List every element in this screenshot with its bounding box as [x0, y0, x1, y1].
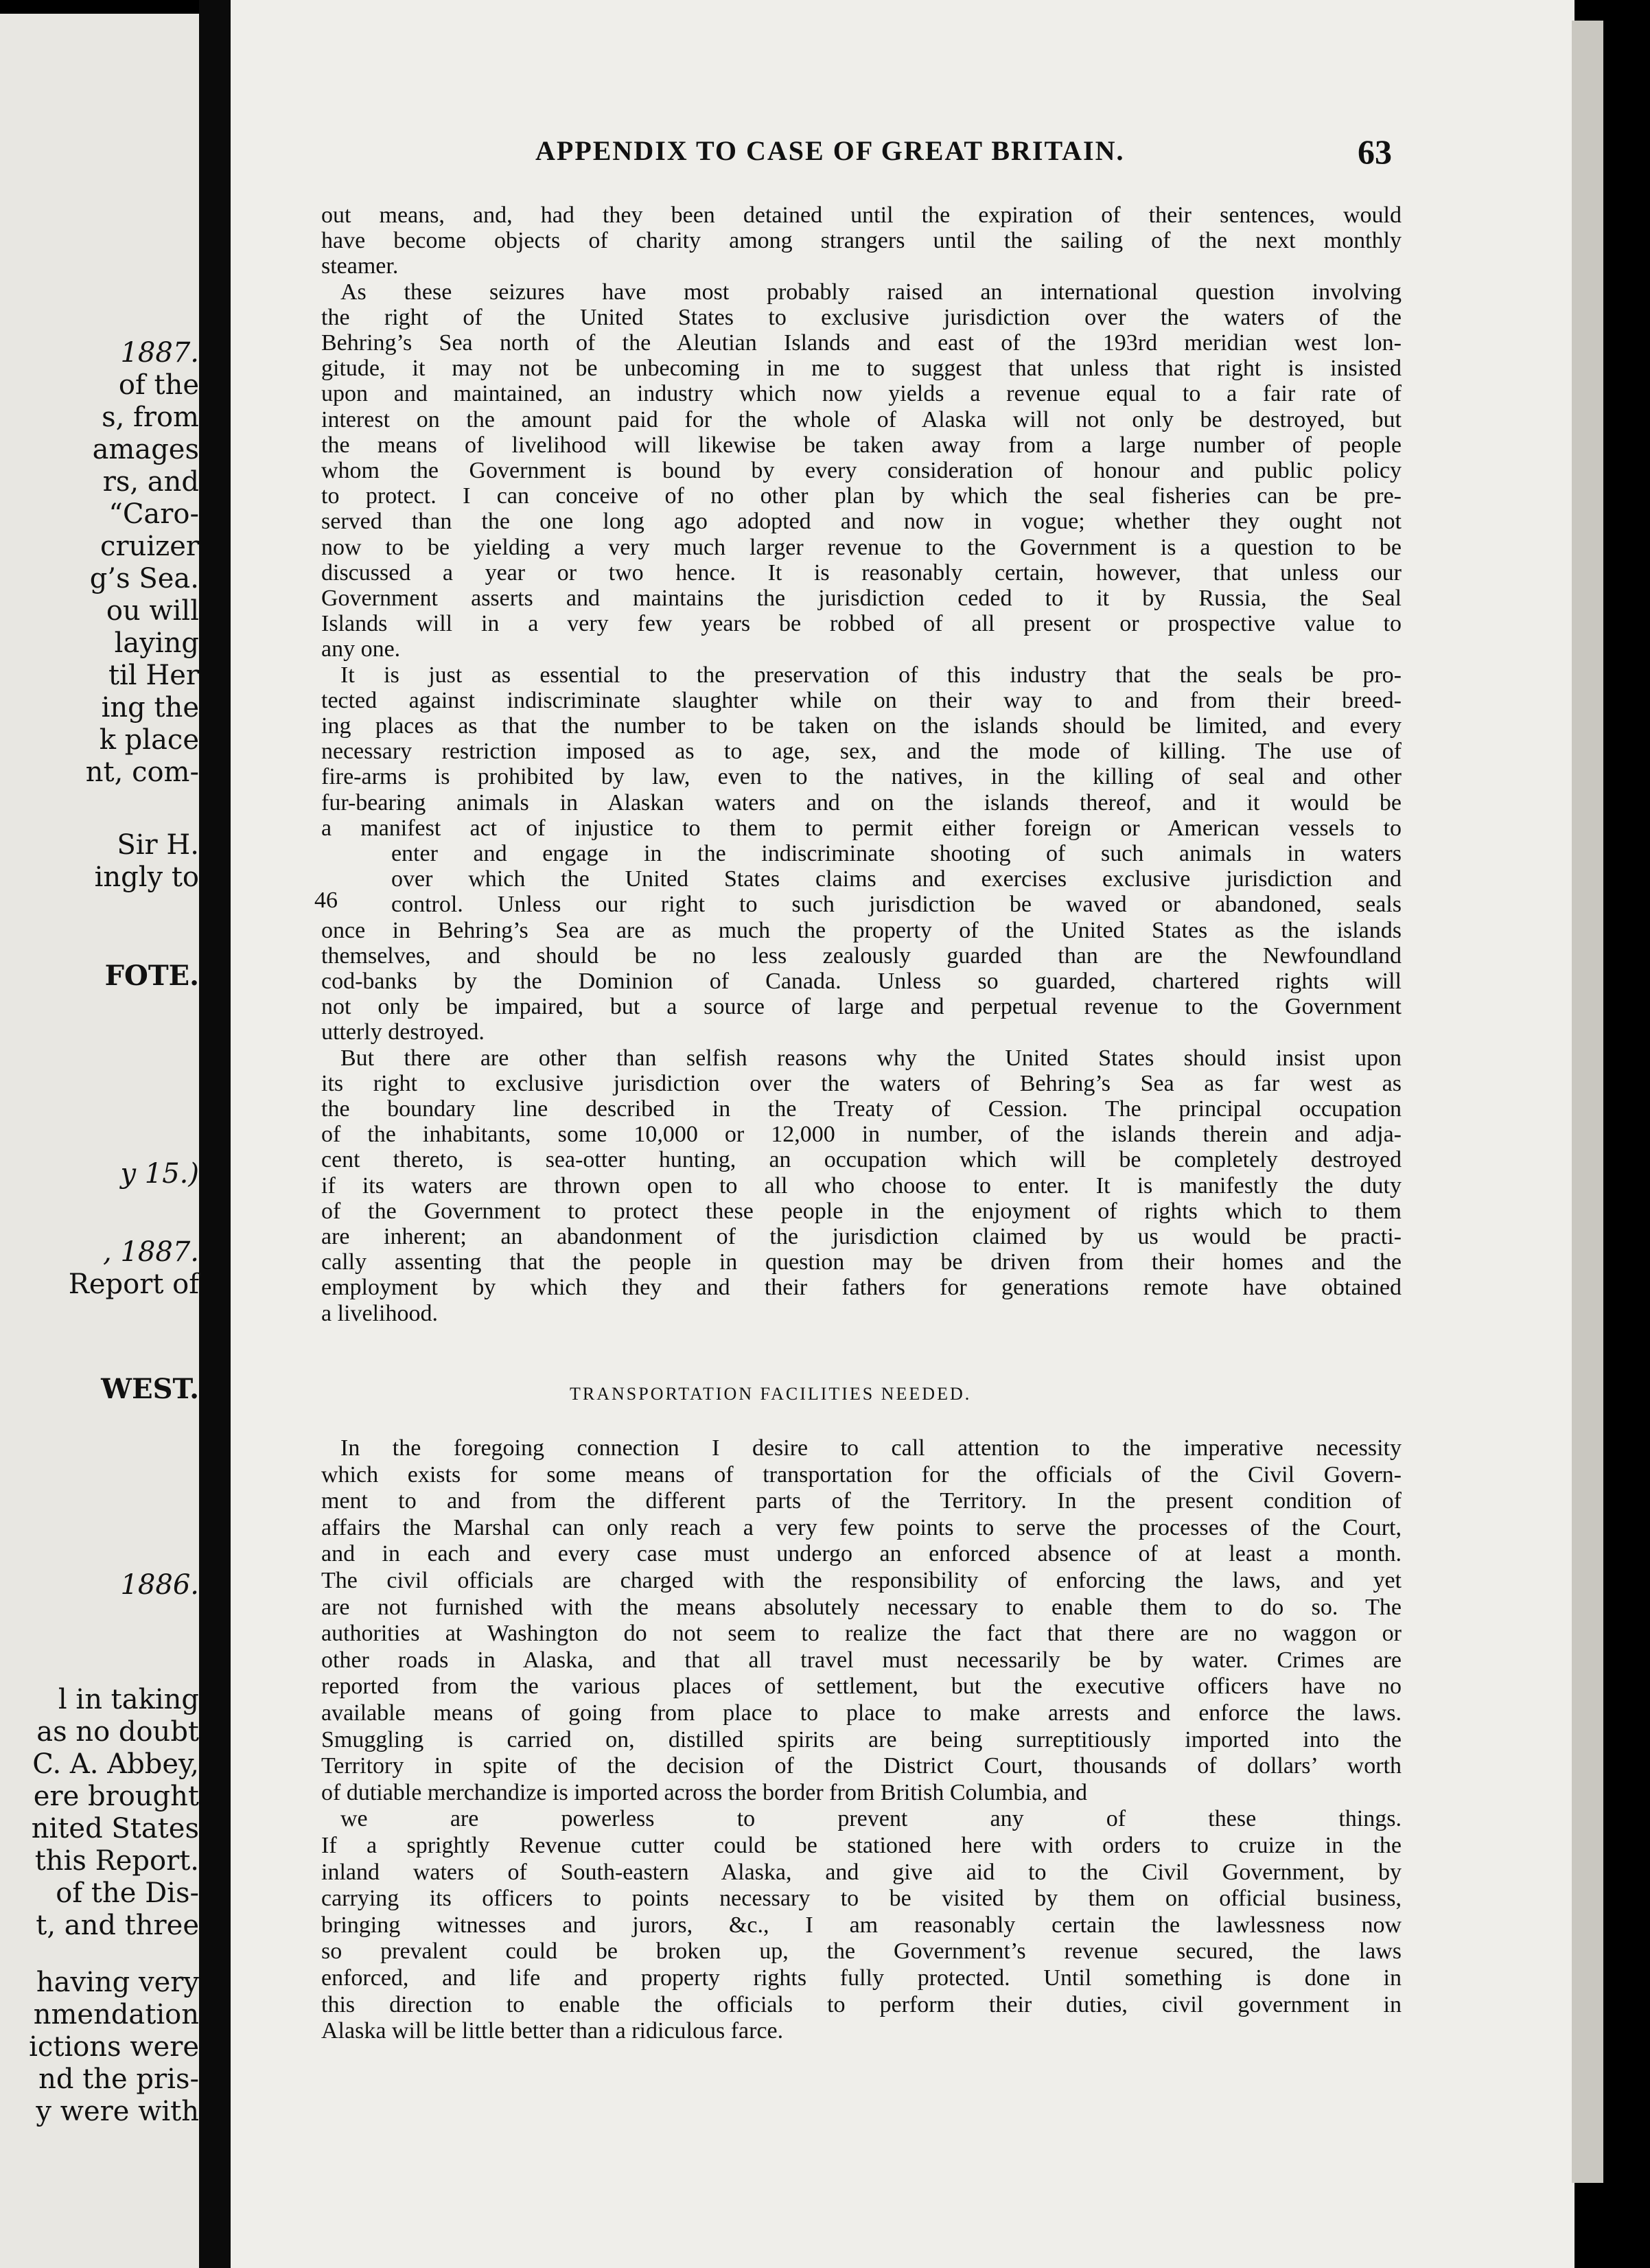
text-line: over which the United States claims and exercises exclusive jurisdiction and: [391, 867, 1402, 892]
text-line: employment by which they and their fathers for generations remote have obtained: [321, 1275, 1402, 1301]
text-line: cent thereto, is sea-otter hunting, an occupation which will be completely destroyed: [321, 1148, 1402, 1173]
text-line: Islands will in a very few years be robbed of all present or prospective value to: [321, 612, 1402, 637]
text-line: so prevalent could be broken up, the Government’s revenue secured, the laws: [321, 1939, 1402, 1965]
left-page-fragment: of the Dis-: [56, 1877, 199, 1909]
left-page-fragment: nmendation: [33, 1999, 199, 2030]
text-line: available means of going from place to place to make arrests and enforce the laws.: [321, 1701, 1402, 1726]
left-page-fragment: nd the pris-: [38, 2063, 199, 2095]
text-line: In the foregoing connection I desire to call attention to the imperative necessity: [340, 1436, 1402, 1461]
left-page-fragment: this Report.: [34, 1845, 199, 1877]
text-line: ing places as that the number to be taken on the islands should be limited, and every: [321, 714, 1402, 739]
left-page-fragment: rs, and: [102, 466, 199, 498]
page-number: 63: [1358, 132, 1392, 171]
text-line: cod-banks by the Dominion of Canada. Unless so guarded, chartered rights will: [321, 969, 1402, 994]
left-page-fragment: y 15.): [120, 1158, 199, 1190]
text-line: the boundary line described in the Treaty of Cession. The principal occupation: [321, 1097, 1402, 1122]
text-line: utterly destroyed.: [321, 1020, 485, 1045]
left-page-fragment: C. A. Abbey,: [32, 1748, 199, 1780]
text-line: if its waters are thrown open to all who choose to enter. It is manifestly the duty: [321, 1173, 1402, 1199]
text-line: discussed a year or two hence. It is reasonably certain, however, that unless our: [321, 560, 1402, 586]
left-page-fragment: y were with: [36, 2096, 199, 2127]
text-line: upon and maintained, an industry which now yields a revenue equal to a fair rate of: [321, 382, 1402, 407]
text-line: any one.: [321, 637, 401, 662]
text-line: interest on the amount paid for the whole of Alaska will not only be destroyed, but: [321, 407, 1402, 432]
text-line: are not furnished with the means absolutely necessary to enable them to do so. The: [321, 1595, 1402, 1620]
left-page-fragment: til Her: [108, 660, 199, 691]
text-line: enter and engage in the indiscriminate shooting of such animals in waters: [391, 842, 1402, 866]
text-line: Smuggling is carried on, distilled spirits are being surreptitiously imported into the: [321, 1727, 1402, 1752]
text-line: inland waters of South-eastern Alaska, and give aid to the Civil Government, by: [321, 1860, 1402, 1885]
text-line: served than the one long ago adopted and now in vogue; whether they ought not: [321, 509, 1402, 535]
left-page-fragment: ingly to: [94, 861, 199, 893]
text-line: As these seizures have most probably raised an international question involving: [340, 279, 1402, 305]
text-line: bringing witnesses and jurors, &c., I am reasonably certain the lawlessness now: [321, 1912, 1402, 1938]
text-line: are inherent; an abandonment of the jurisdiction claimed by us would be practi-: [321, 1225, 1402, 1249]
text-line: whom the Government is bound by every consideration of honour and public policy: [321, 459, 1402, 483]
text-line: its right to exclusive jurisdiction over the waters of Behring’s Sea as far west as: [321, 1071, 1402, 1096]
left-page-fragment: g’s Sea.: [89, 563, 199, 594]
left-page-fragment: s, from: [102, 402, 199, 433]
text-line: other roads in Alaska, and that all travel must necessarily be by water. Crimes are: [321, 1647, 1402, 1673]
text-line: It is just as essential to the preservation of this industry that the seals be pro-: [340, 662, 1402, 688]
left-page-fragment: ing the: [101, 692, 199, 724]
text-line: of dutiable merchandize is imported across the border from British Columbia, and: [321, 1780, 1088, 1805]
left-page-fragment: nited States: [31, 1813, 199, 1844]
text-line: control. Unless our right to such jurisdiction be waved or abandoned, seals: [391, 892, 1402, 918]
text-line: reported from the various places of settlement, but the executive officers have no: [321, 1674, 1402, 1700]
left-page-fragment: k place: [99, 724, 199, 756]
text-line: tected against indiscriminate slaughter while on their way to and from their breed-: [321, 688, 1402, 713]
left-page-fragment: l in taking: [58, 1684, 199, 1715]
section-heading: TRANSPORTATION FACILITIES NEEDED.: [570, 1384, 972, 1404]
text-line: affairs the Marshal can only reach a very few points to serve the processes of the Court,: [321, 1515, 1402, 1540]
text-line: we are powerless to prevent any of these things.: [340, 1807, 1402, 1832]
left-page-fragment: nt, com-: [85, 756, 199, 788]
running-title: APPENDIX TO CASE OF GREAT BRITAIN.: [535, 135, 1125, 166]
left-page-fragment: ere brought: [33, 1781, 199, 1812]
left-page-fragment: ou will: [106, 595, 199, 627]
text-line: themselves, and should be no less zealously guarded than are the Newfoundland: [321, 943, 1402, 969]
left-page-fragment: 1886.: [120, 1569, 199, 1601]
text-line: necessary restriction imposed as to age, sex, and the mode of killing. The use of: [321, 739, 1402, 765]
text-line: cally assenting that the people in question may be driven from their homes and the: [321, 1250, 1402, 1275]
text-line: a livelihood.: [321, 1301, 438, 1326]
text-line: If a sprightly Revenue cutter could be stationed here with orders to cruize in the: [321, 1833, 1402, 1858]
left-page-fragment: 1887.: [120, 337, 199, 369]
text-line: of the Government to protect these people in the enjoyment of rights which to them: [321, 1199, 1402, 1224]
text-line: and in each and every case must undergo an enforced absence of at least a month.: [321, 1542, 1402, 1567]
text-line: not only be impaired, but a source of large and perpetual revenue to the Government: [321, 995, 1402, 1020]
text-line: authorities at Washington do not seem to realize the fact that there are no waggon or: [321, 1621, 1402, 1647]
text-line: ment to and from the different parts of the Territory. In the present condition of: [321, 1489, 1402, 1514]
left-page-fragment: FOTE.: [104, 960, 199, 992]
text-line: have become objects of charity among strangers until the sailing of the next monthly: [321, 229, 1402, 254]
left-page-fragment: t, and three: [36, 1910, 199, 1941]
text-line: Territory in spite of the decision of the District Court, thousands of dollars’ worth: [321, 1754, 1402, 1779]
text-line: Government asserts and maintains the jurisdiction ceded to it by Russia, the Seal: [321, 586, 1402, 611]
left-page-fragment: Sir H.: [117, 829, 199, 861]
text-line: the right of the United States to exclusive jurisdiction over the waters of the: [321, 305, 1402, 330]
text-line: now to be yielding a very much larger revenue to the Government is a question to be: [321, 535, 1402, 560]
margin-number: 46: [314, 888, 338, 913]
text-line: fur-bearing animals in Alaskan waters and on the islands thereof, and it would be: [321, 790, 1402, 815]
gutter-shadow: [199, 0, 231, 2268]
text-line: of the inhabitants, some 10,000 or 12,000 in number, of the islands therein and adja-: [321, 1122, 1402, 1148]
text-line: enforced, and life and property rights fully protected. Until something is done in: [321, 1966, 1402, 1991]
page-edge: [1572, 21, 1603, 2183]
left-page-fragment: laying: [114, 627, 199, 659]
left-page-fragment: having very: [36, 1967, 199, 1998]
text-line: which exists for some means of transportation for the officials of the Civil Govern-: [321, 1462, 1402, 1488]
text-line: carrying its officers to points necessary to be visited by them on official business,: [321, 1886, 1402, 1912]
left-page-fragment: amages: [92, 434, 199, 465]
left-page-fragment: , 1887.: [103, 1236, 199, 1268]
text-line: Alaska will be little better than a ridiculous farce.: [321, 2019, 784, 2044]
left-page-fragment: Report of: [68, 1269, 199, 1300]
text-line: the means of livelihood will likewise be taken away from a large number of people: [321, 432, 1402, 458]
text-line: to protect. I can conceive of no other plan by which the seal fisheries can be pre-: [321, 484, 1402, 509]
text-line: gitude, it may not be unbecoming in me to suggest that unless that right is insisted: [321, 356, 1402, 382]
text-line: But there are other than selfish reasons why the United States should insist upon: [340, 1045, 1402, 1071]
text-line: a manifest act of injustice to them to permit either foreign or American vessels to: [321, 815, 1402, 841]
left-page-fragment: of the: [118, 369, 199, 401]
text-line: The civil officials are charged with the responsibility of enforcing the laws, and yet: [321, 1569, 1402, 1593]
text-line: steamer.: [321, 254, 399, 279]
text-line: once in Behring’s Sea are as much the property of the United States as the islands: [321, 918, 1402, 943]
text-line: out means, and, had they been detained until the expiration of their sentences, would: [321, 203, 1402, 228]
text-line: Behring’s Sea north of the Aleutian Islands and east of the 193rd meridian west lon-: [321, 331, 1402, 356]
text-line: fire-arms is prohibited by law, even to the natives, in the killing of seal and other: [321, 765, 1402, 790]
left-page-fragment: cruizer: [100, 531, 199, 562]
left-page-fragment: as no doubt: [36, 1716, 199, 1748]
left-page-fragment: ictions were: [29, 2031, 199, 2063]
left-page-fragment: “Caro-: [108, 498, 199, 530]
text-line: this direction to enable the officials to perform their duties, civil government in: [321, 1992, 1402, 2017]
left-page-fragment: WEST.: [101, 1373, 199, 1405]
